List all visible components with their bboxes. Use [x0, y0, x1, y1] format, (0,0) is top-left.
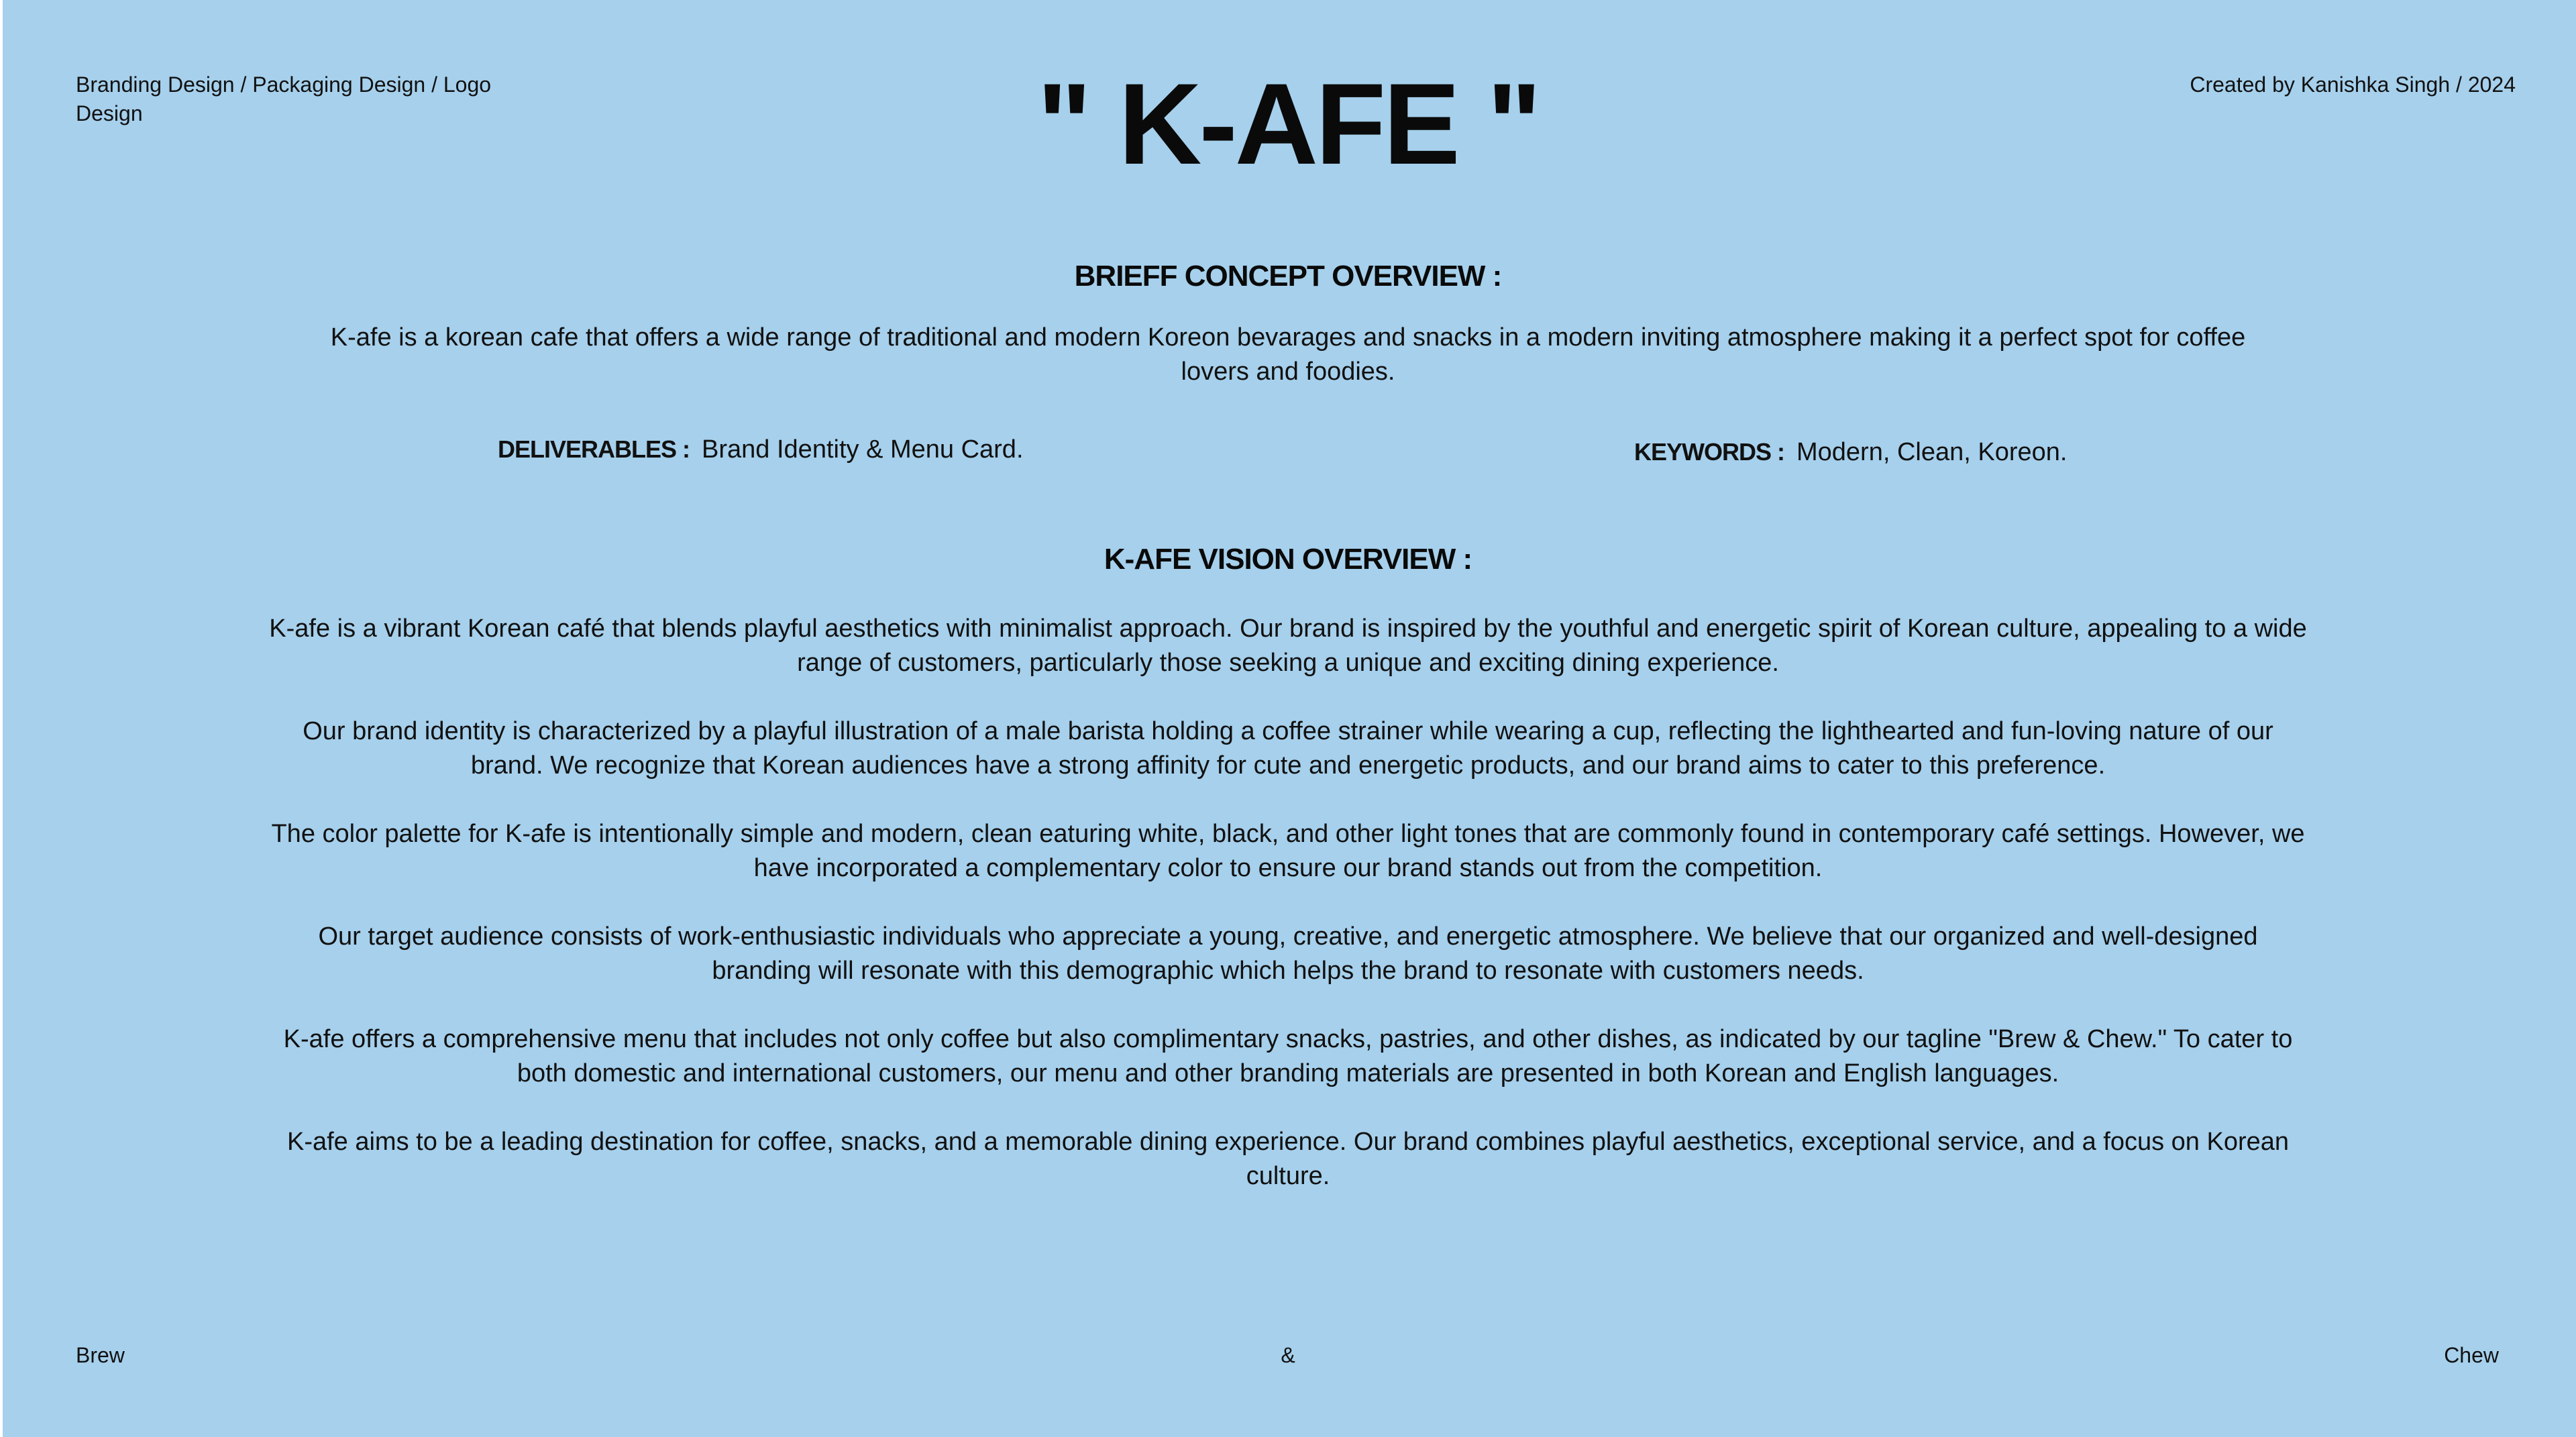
vision-heading: K-AFE VISION OVERVIEW :	[1104, 543, 1472, 576]
project-categories: Branding Design / Packaging Design / Logo Design	[76, 72, 492, 125]
footer-ampersand: &	[1281, 1343, 1295, 1367]
footer-brew: Brew	[76, 1343, 125, 1367]
deliverables-label: DELIVERABLES :	[498, 435, 690, 463]
keywords-label: KEYWORDS :	[1634, 438, 1784, 466]
page-title: " K-AFE "	[1036, 60, 1540, 189]
vision-paragraph: K-afe aims to be a leading destination for coffee, snacks, and a memorable dining experience. Our brand combines playful aesthetics, exceptional service, and a focus on Korean culture.	[286, 1128, 2290, 1190]
vision-paragraph: Our target audience consists of work-enthusiastic individuals who appreciate a young, creative, and energetic atmosphere. We believe that our organized and well-designed branding will resonate with this demographic which helps the brand to resonate with customers needs.	[318, 922, 2258, 985]
vision-paragraph: K-afe is a vibrant Korean café that blends playful aesthetics with minimalist approach. Our brand is inspired by the youthful and energetic spirit of Korean culture, appealing to a wide range of customers, particularly those seeking a unique and exciting dining experience.	[269, 615, 2307, 677]
left-edge-divider	[0, 0, 3, 1437]
deliverables-value: Brand Identity & Menu Card.	[702, 435, 1024, 464]
footer-chew: Chew	[2444, 1343, 2499, 1367]
vision-paragraph: Our brand identity is characterized by a playful illustration of a male barista holding a coffee strainer while wearing a cup, reflecting the lighthearted and fun-loving nature of our brand. We recognize that Korean audiences have a strong affinity for cute and energetic products, and our brand aims to cater to this preference.	[303, 717, 2273, 780]
keywords-value: Modern, Clean, Koreon.	[1796, 438, 2068, 466]
vision-body	[268, 612, 2308, 1228]
deliverables-row	[498, 432, 1024, 467]
project-credit: Created by Kanishka Singh / 2024	[2190, 72, 2516, 97]
concept-description: K-afe is a korean cafe that offers a wide range of traditional and modern Koreon bevarages and snacks in a modern inviting atmosphere making it a perfect spot for coffee lovers and foodies.	[330, 323, 2246, 386]
keywords-row	[1634, 435, 2067, 470]
vision-paragraph: K-afe offers a comprehensive menu that includes not only coffee but also complimentary snacks, pastries, and other dishes, as indicated by our tagline "Brew & Chew." To cater to both domestic and international customers, our menu and other branding materials are presented in both Korean and English languages.	[283, 1025, 2293, 1087]
vision-paragraph: The color palette for K-afe is intentionally simple and modern, clean eaturing white, black, and other light tones that are commonly found in contemporary café settings. However, we have incorporated a complementary color to ensure our brand stands out from the competition.	[271, 820, 2305, 882]
concept-heading: BRIEFF CONCEPT OVERVIEW :	[1074, 260, 1502, 292]
